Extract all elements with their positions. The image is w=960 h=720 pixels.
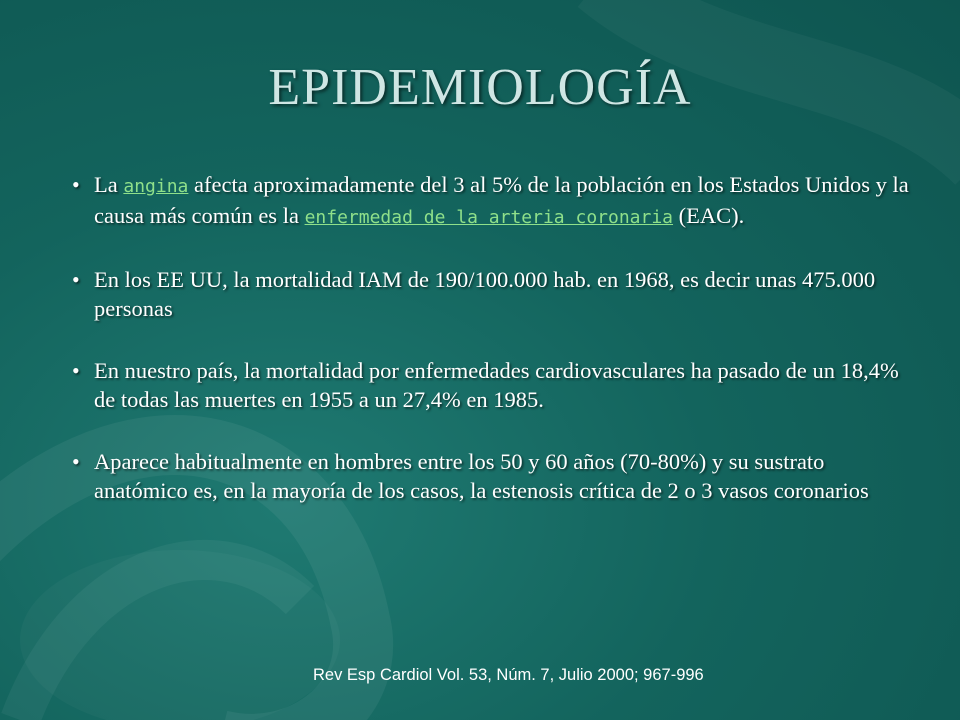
bullet-text (94, 172, 909, 228)
bullet-dot: • (72, 358, 80, 383)
bullet-item (72, 265, 912, 323)
bullet-item (72, 447, 912, 505)
bullet-dot: • (72, 449, 80, 474)
bullet-dot: • (72, 172, 80, 197)
bullet-text: En los EE UU, la mortalidad IAM de 190/100.000 hab. en 1968, es decir unas 475.000 personas (94, 267, 876, 321)
citation: Rev Esp Cardiol Vol. 53, Núm. 7, Julio 2000; 967-996 (313, 666, 704, 684)
bullet-item (72, 170, 912, 232)
bullet-item (72, 356, 912, 414)
bullet-text: En nuestro país, la mortalidad por enfermedades cardiovasculares ha pasado de un 18,4% de todas las muertes en 1955 a un 27,4% en 1985. (94, 358, 899, 412)
slide-title: EPIDEMIOLOGÍA (268, 59, 692, 116)
bullet-text: Aparece habitualmente en hombres entre los 50 y 60 años (70-80%) y su sustrato anatómico es, en la mayoría de los casos, la estenosis crítica de 2 o 3 vasos coronarios (94, 449, 869, 503)
text-segment: (EAC). (673, 203, 745, 228)
text-segment: La (94, 172, 124, 197)
bullet-list (72, 170, 912, 538)
angina-link[interactable]: angina (123, 176, 189, 197)
coronary-artery-disease-link[interactable]: enfermedad de la arteria coronaria (304, 207, 674, 228)
text-segment: afecta aproximadamente del 3 al 5% de la población en los Estados Unidos y la causa más común es la (94, 172, 909, 228)
bullet-dot: • (72, 267, 80, 292)
